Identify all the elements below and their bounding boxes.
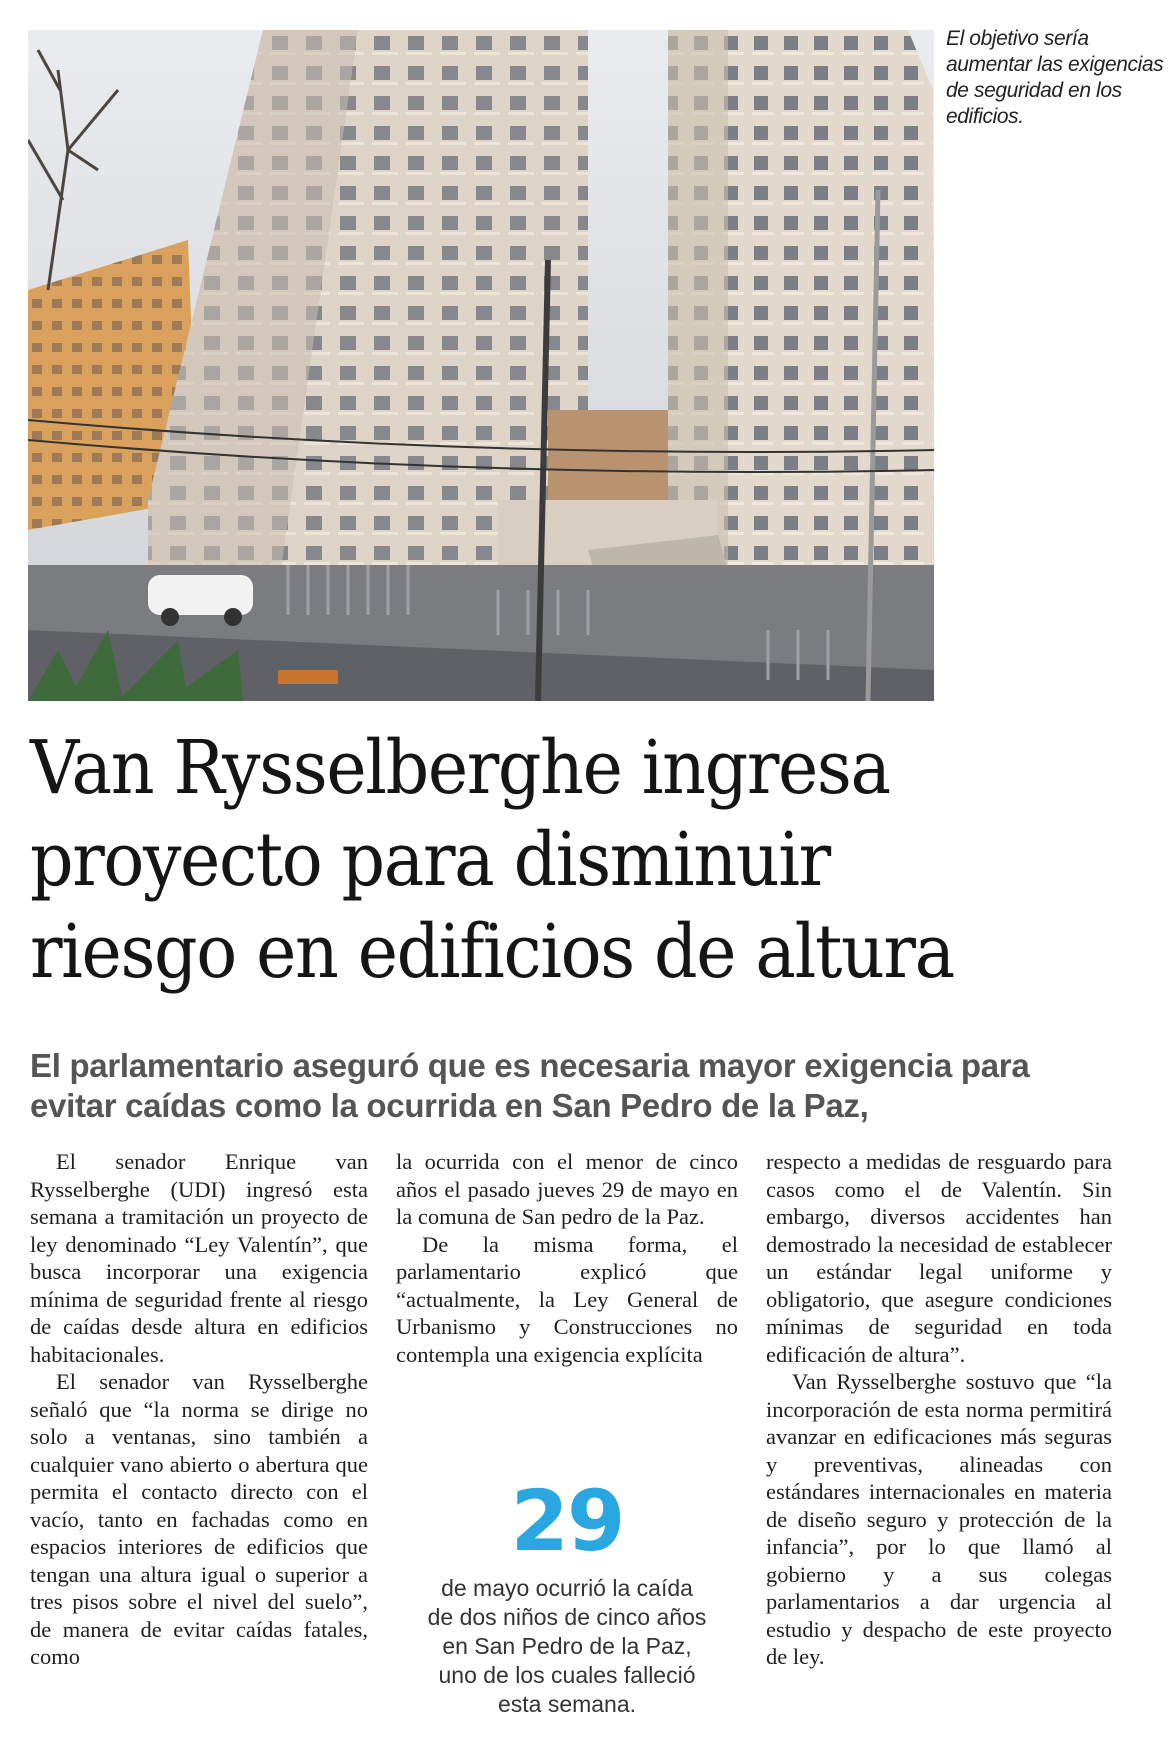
- article-photo: [28, 30, 934, 701]
- article-column-1: [30, 1148, 368, 1671]
- stat-text-line: de dos niños de cinco años: [427, 1604, 707, 1630]
- photo-caption: El objetivo sería aumentar las exigencias de seguridad en los edificios.: [946, 27, 1164, 128]
- stat-text-line: uno de los cuales falleció: [438, 1662, 696, 1688]
- stat-text-line: de mayo ocurrió la caída: [441, 1575, 693, 1601]
- stat-text-line: en San Pedro de la Paz,: [442, 1633, 692, 1659]
- subheadline-line: El parlamentario aseguró que es necesaria mayor exigencia para: [30, 1047, 1030, 1084]
- article-column-3: [766, 1148, 1112, 1671]
- paragraph: Van Rysselberghe sostuvo que “la incorporación de esta norma permitirá avanzar en edificaciones más seguras y preventivas, alineadas con estándares internacionales en materia de diseño seguro y protección de la infancia”, por lo que llamó al gobierno y a sus colegas parlamentarios a dar urgencia al estudio y despacho de este proyecto de ley.: [766, 1369, 1112, 1669]
- subheadline: [30, 1046, 1160, 1126]
- paragraph: la ocurrida con el menor de cinco años el pasado jueves 29 de mayo en la comuna de San pedro de la Paz.: [396, 1149, 738, 1229]
- stat-text-line: esta semana.: [497, 1691, 637, 1717]
- paragraph: El senador Enrique van Rysselberghe (UDI) ingresó esta semana a tramitación un proyecto de ley denominado “Ley Valentín”, que busca incorporar una exigencia mínima de seguridad frente al riesgo de caídas desde altura en edificios habitacionales.: [30, 1149, 368, 1367]
- headline-line: riesgo en edificios de altura: [30, 909, 954, 995]
- paragraph: El senador van Rysselberghe señaló que “la norma se dirige no solo a ventanas, sino también a cualquier vano abierto o abertura que permita el contacto directo con el vacío, tanto en fachadas como en espacios interiores de edificios que tengan una altura igual o superior a tres pisos sobre el nivel del suelo”, de manera de evitar caídas fatales, como: [30, 1369, 368, 1669]
- stat-callout: [396, 1472, 738, 1719]
- paragraph: respecto a medidas de resguardo para casos como el de Valentín. Sin embargo, diversos accidentes han demostrado la necesidad de establecer un estándar legal uniforme y obligatorio, que asegure condiciones mínimas de seguridad en toda edificación de altura”.: [766, 1149, 1112, 1367]
- article-column-2: [396, 1148, 738, 1368]
- paragraph: De la misma forma, el parlamentario explicó que “actualmente, la Ley General de Urbanismo y Construcciones no contempla una exigencia explícita: [396, 1231, 738, 1367]
- headline-line: Van Rysselberghe ingresa: [30, 725, 890, 811]
- headline-line: proyecto para disminuir: [30, 817, 830, 903]
- headline: [30, 722, 1070, 998]
- stat-number: 29: [510, 1472, 624, 1570]
- apartment-buildings-photo-icon: [28, 30, 934, 701]
- stat-text: [396, 1574, 738, 1719]
- subheadline-line: evitar caídas como la ocurrida en San Pedro de la Paz,: [30, 1087, 869, 1124]
